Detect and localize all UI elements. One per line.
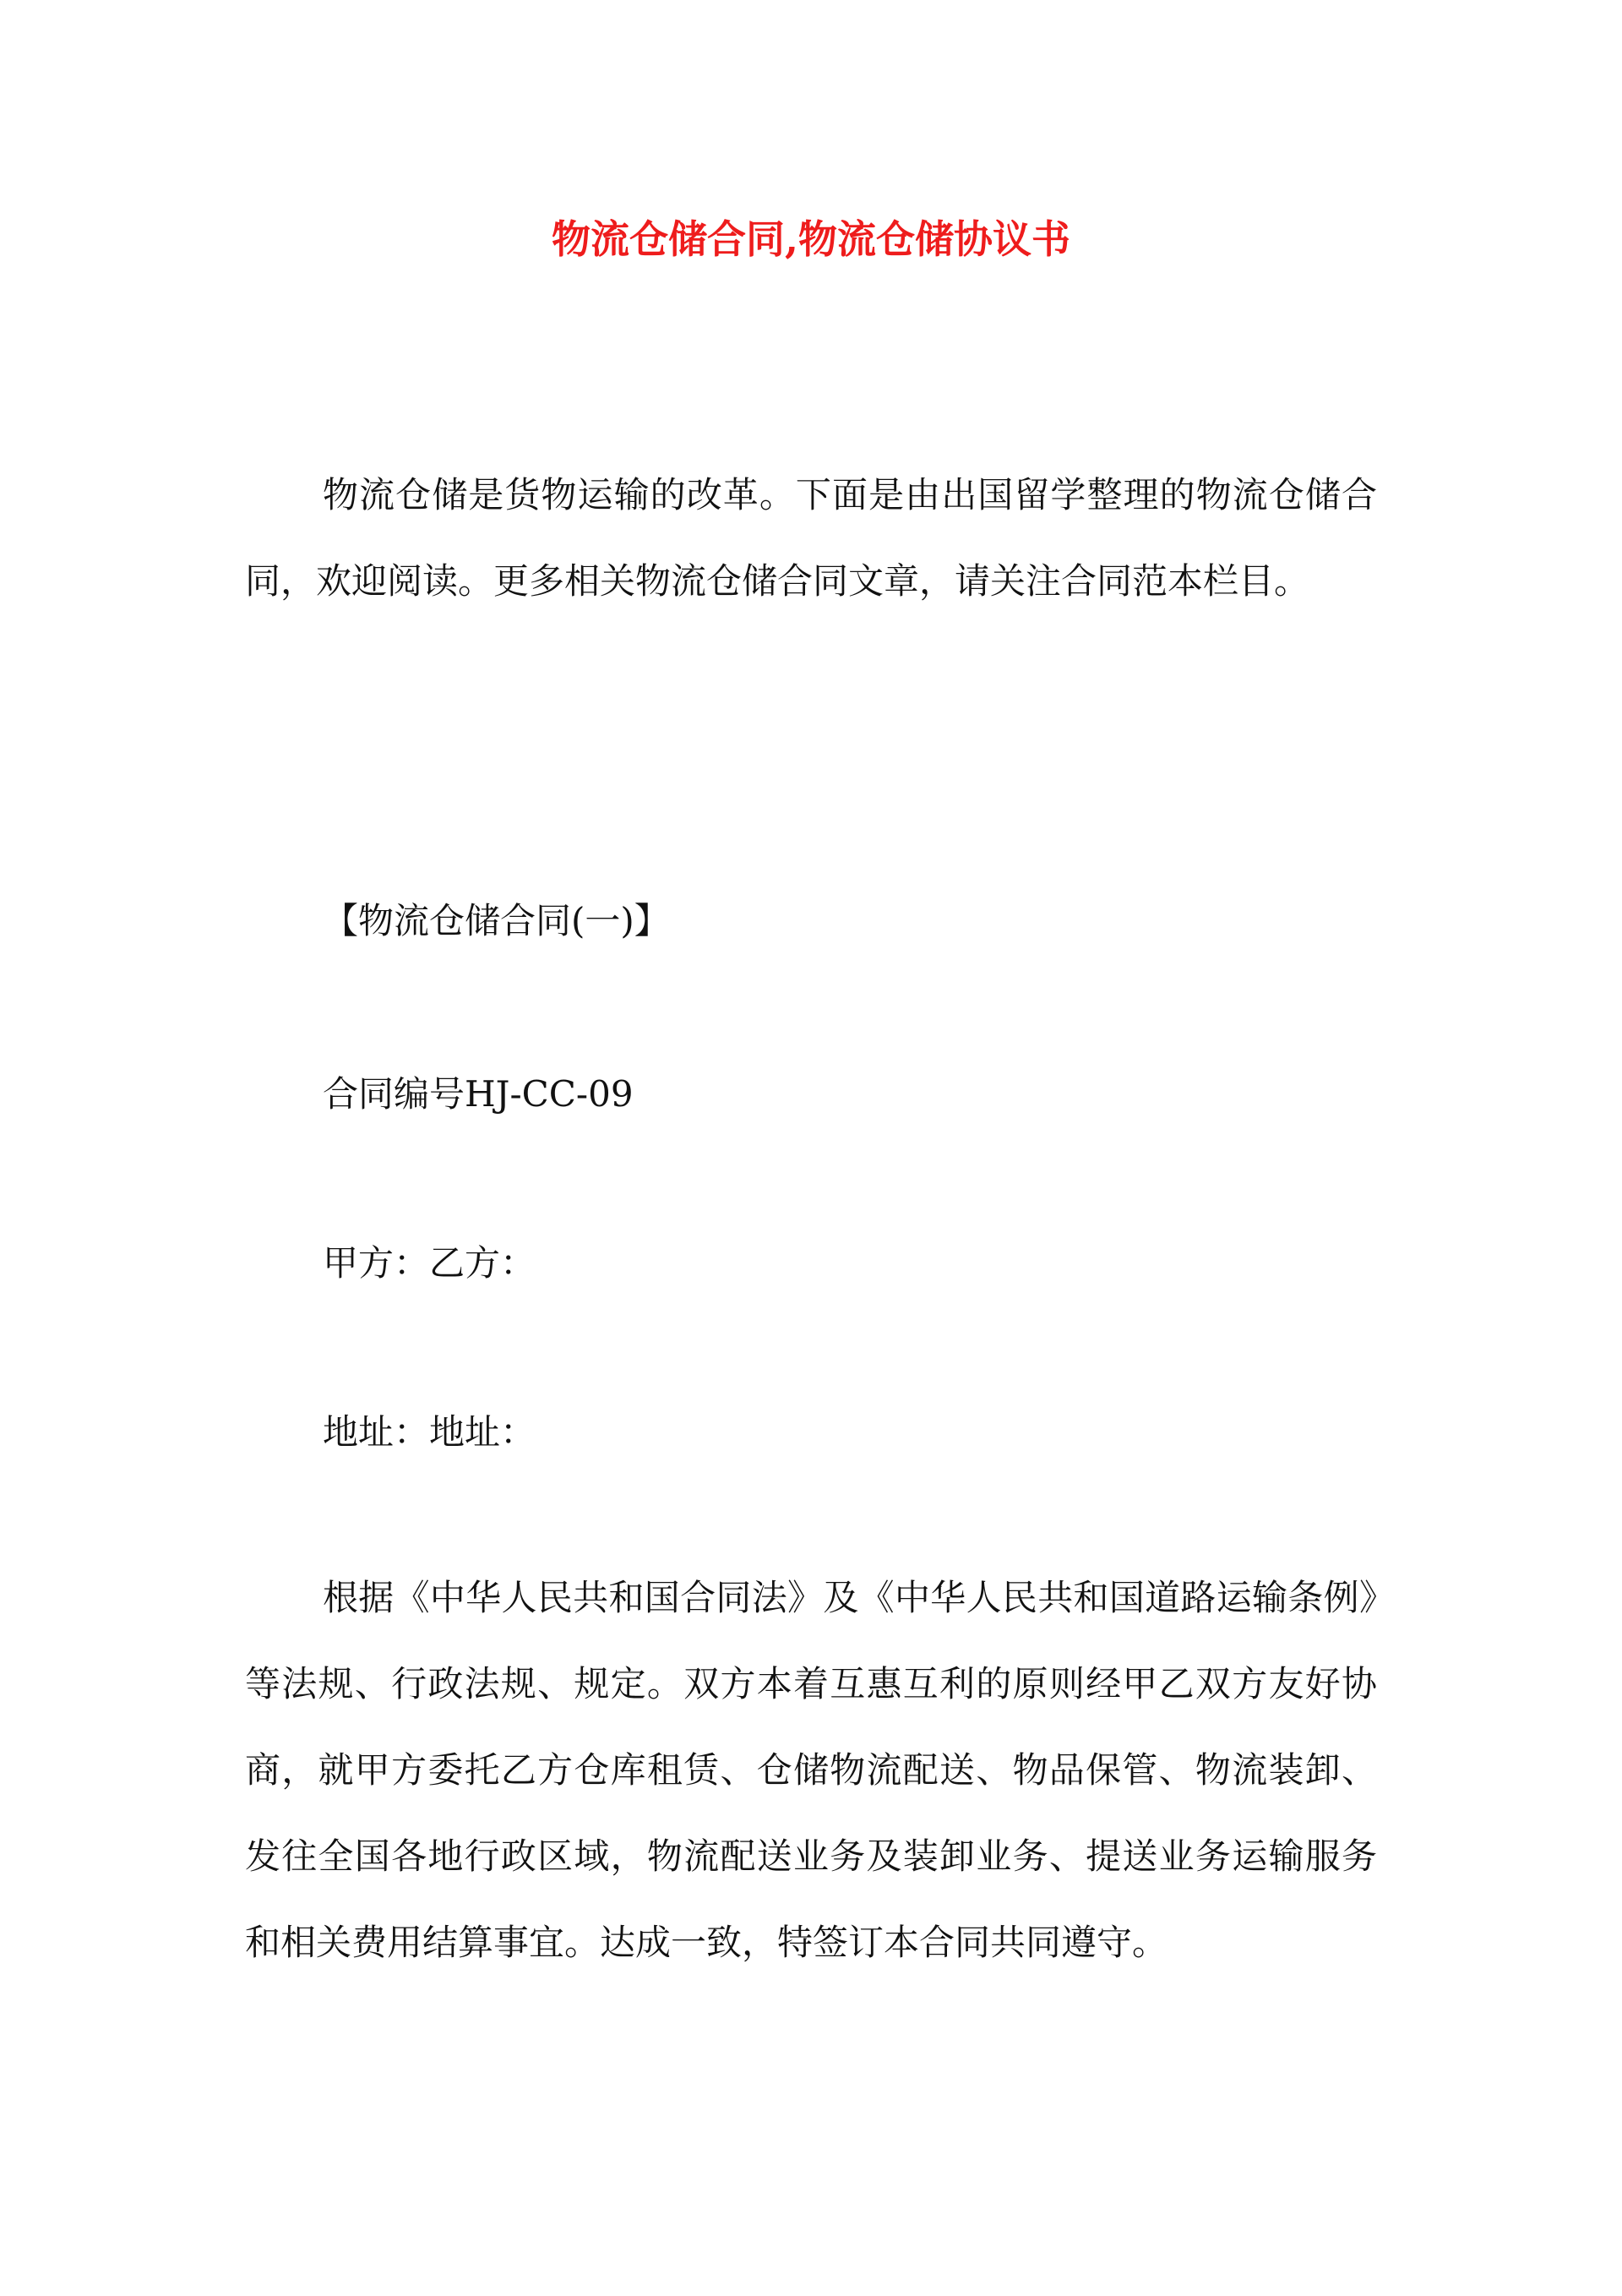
contract-basis-paragraph: 根据《中华人民共和国合同法》及《中华人民共和国道路运输条例》等法规、行政法规、规定。双方本着互惠互利的原则经甲乙双方友好协商，就甲方委托乙方仓库租赁、仓储物流配送、物品保管、物流装卸、发往全国各地行政区域，物流配送业务及装卸业务、提送业务运输服务和相关费用结算事宜。达成一致，特签订本合同共同遵守。 bbox=[245, 1577, 1377, 1963]
section-heading: 【物流仓储合同(一)】 bbox=[323, 900, 670, 941]
parties-line: 甲方：乙方： bbox=[323, 1242, 536, 1284]
contract-number: 合同编号HJ-CC-09 bbox=[323, 1073, 634, 1115]
intro-paragraph: 物流仓储是货物运输的改革。下面是由出国留学整理的物流仓储合同，欢迎阅读。更多相关物流仓储合同文章，请关注合同范本栏目。 bbox=[245, 474, 1377, 602]
document-title: 物流仓储合同,物流仓储协议书 bbox=[551, 216, 1070, 262]
address-line: 地址：地址： bbox=[323, 1411, 536, 1453]
